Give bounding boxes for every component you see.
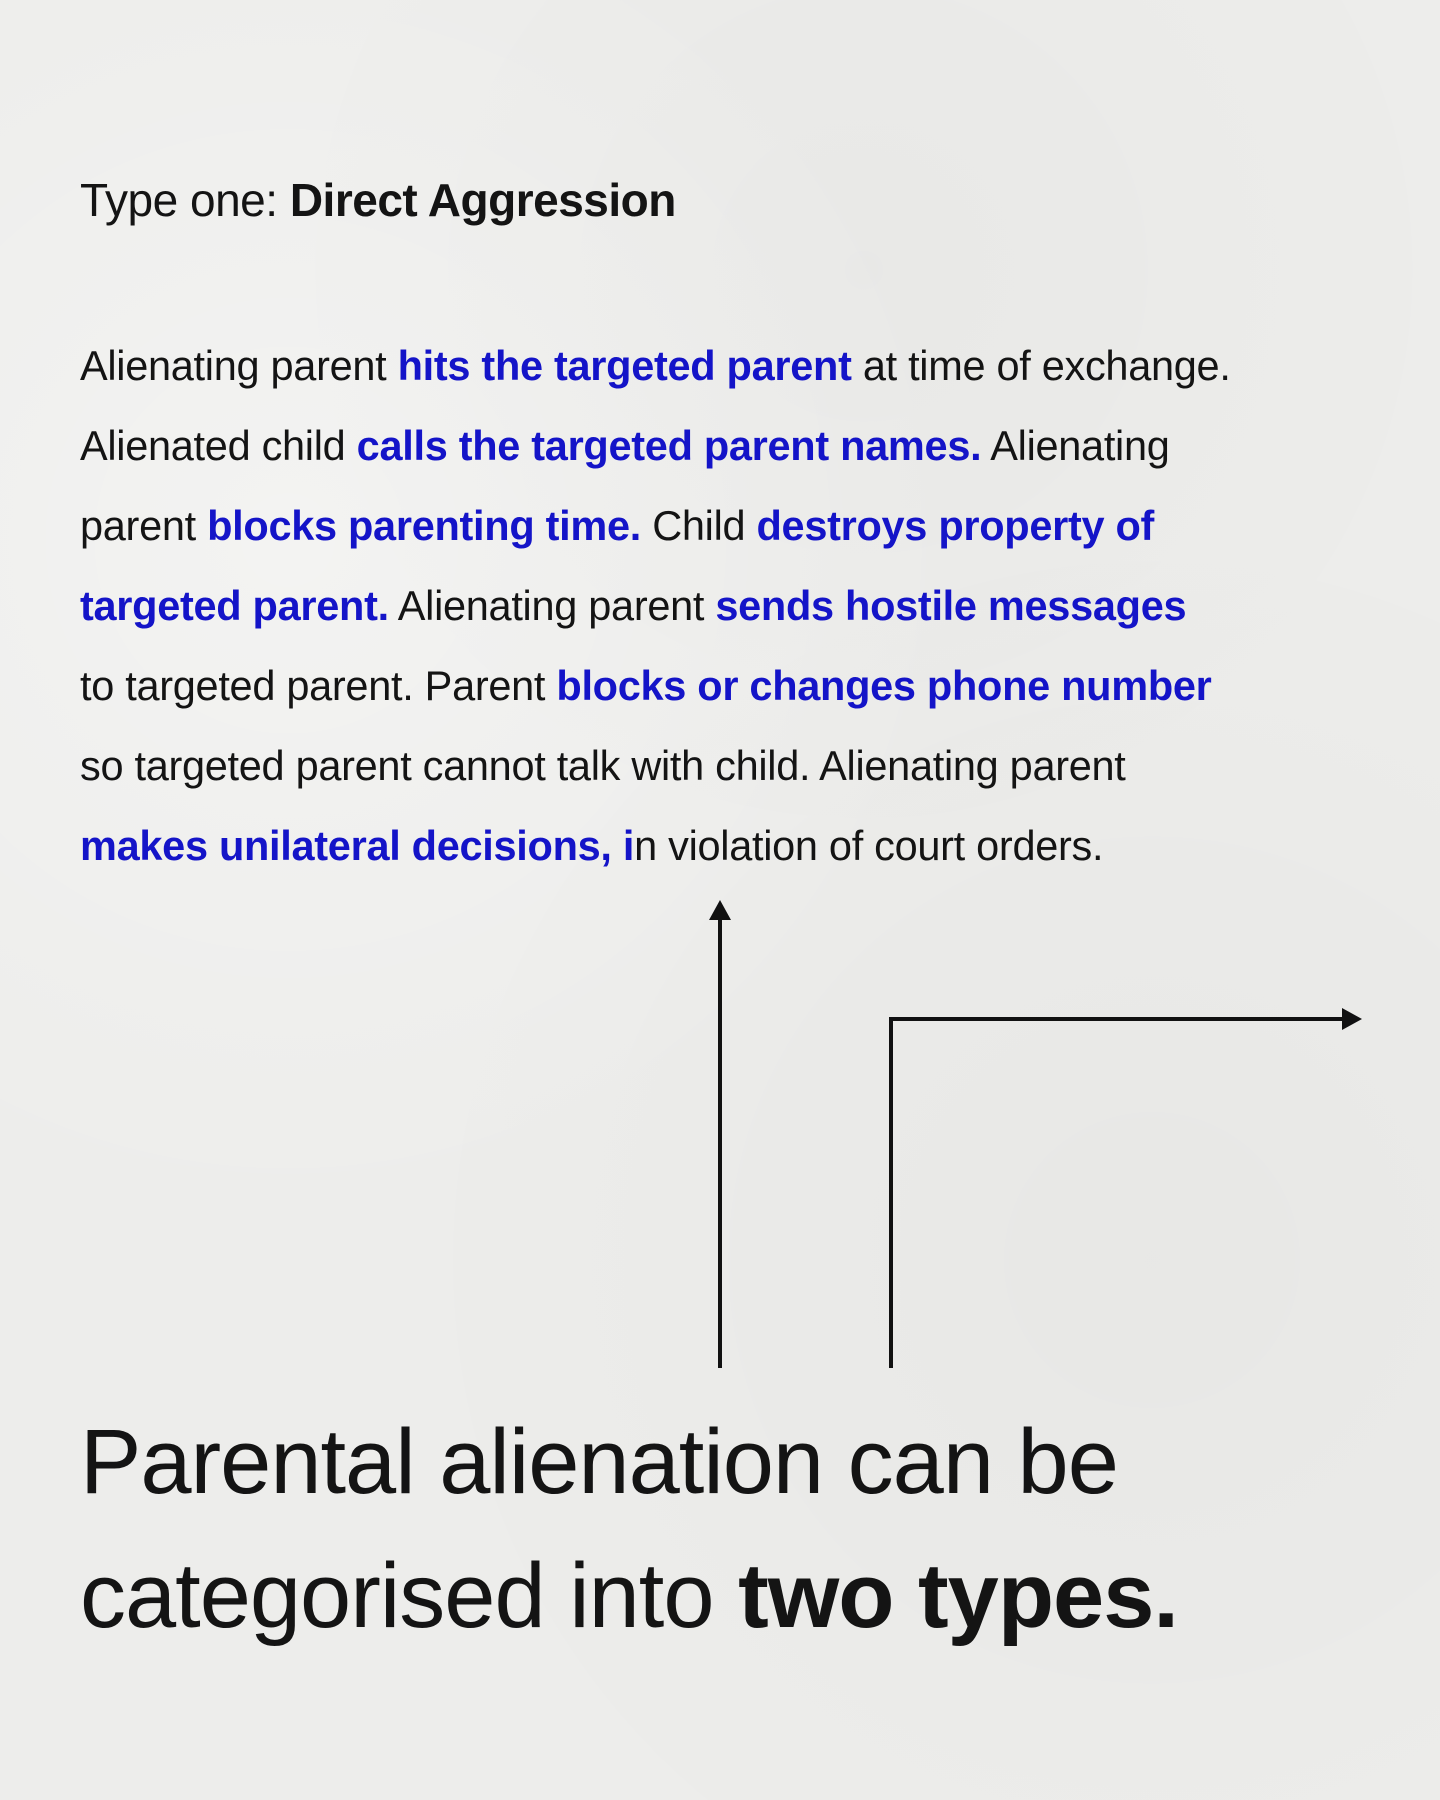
type-heading-prefix: Type one: xyxy=(80,174,278,226)
body-text-segment: to targeted parent. Parent xyxy=(80,662,557,709)
body-line xyxy=(80,646,1380,726)
body-line xyxy=(80,406,1380,486)
type-heading xyxy=(80,170,676,230)
highlighted-phrase: hits the targeted parent xyxy=(397,342,852,389)
body-text-segment: Alienated child xyxy=(80,422,357,469)
highlighted-phrase: targeted parent. xyxy=(80,582,389,629)
body-text-segment: Child xyxy=(640,502,757,549)
highlighted-phrase: destroys property of xyxy=(756,502,1155,549)
body-line xyxy=(80,726,1380,806)
body-line xyxy=(80,486,1380,566)
body-text-segment: parent xyxy=(80,502,208,549)
body-line xyxy=(80,806,1380,886)
body-text-segment: Alienating parent xyxy=(388,582,716,629)
highlighted-phrase: blocks or changes phone number xyxy=(556,662,1212,709)
body-line xyxy=(80,326,1380,406)
headline xyxy=(80,1395,1178,1663)
body-text-segment: n violation of court orders. xyxy=(634,822,1104,869)
aggression-description xyxy=(80,326,1380,886)
body-line xyxy=(80,566,1380,646)
highlighted-phrase: sends hostile messages xyxy=(715,582,1187,629)
body-text-segment: at time of exchange. xyxy=(851,342,1231,389)
highlighted-phrase: calls the targeted parent names. xyxy=(356,422,982,469)
headline-line-2 xyxy=(80,1529,1178,1663)
body-text-segment: Alienating parent xyxy=(80,342,398,389)
highlighted-phrase: makes unilateral decisions, i xyxy=(80,822,635,869)
headline-line-2-regular: categorised into xyxy=(80,1545,739,1647)
body-text-segment: Alienating xyxy=(981,422,1170,469)
body-text-segment: so targeted parent cannot talk with child. Alienating parent xyxy=(80,742,1126,789)
headline-line-1: Parental alienation can be xyxy=(80,1411,1118,1513)
headline-line-2-bold: two types. xyxy=(738,1545,1178,1647)
highlighted-phrase: blocks parenting time. xyxy=(207,502,641,549)
type-heading-name: Direct Aggression xyxy=(289,174,676,226)
